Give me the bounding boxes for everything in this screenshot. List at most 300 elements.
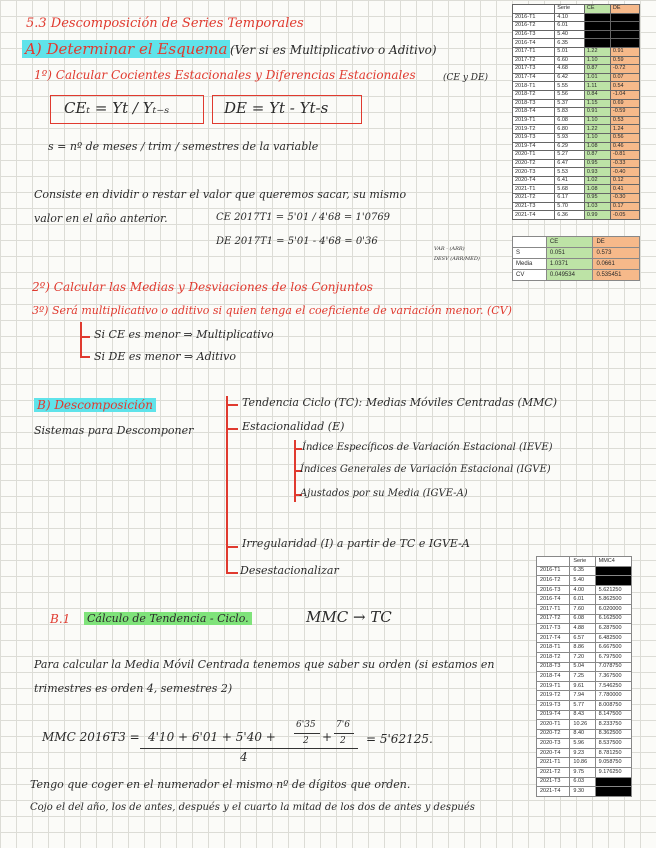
table-cell: 2017-T3 <box>513 65 555 74</box>
table-row <box>513 99 640 108</box>
table-cell: -1.04 <box>610 90 639 99</box>
formula-ce: CEₜ = Yt / Yₜ₋ₛ <box>64 99 170 117</box>
table-cell: 0.95 <box>584 194 610 203</box>
table-cell: 6.36 <box>555 211 585 220</box>
table-cell: 2019-T2 <box>537 691 570 701</box>
table-cell: 5.96 <box>570 739 595 749</box>
table-cell: Serie <box>555 5 585 14</box>
table-row <box>537 758 632 768</box>
table-cell <box>584 22 610 31</box>
table-cell: 7.367500 <box>595 672 631 682</box>
table-cell: 2020-T1 <box>537 720 570 730</box>
systems-label: Sistemas para Descomponer <box>34 424 194 437</box>
table-cell: CE <box>546 237 593 248</box>
table-cell: 2016-T2 <box>537 576 570 586</box>
table-row <box>513 185 640 194</box>
table-row <box>513 73 640 82</box>
table-cell: 2018-T4 <box>537 672 570 682</box>
table-cell: 6.57 <box>570 633 595 643</box>
bracket-tick-1 <box>80 336 90 338</box>
table-cell: 2019-T4 <box>513 142 555 151</box>
table-cell: 6.162500 <box>595 614 631 624</box>
ce-example: CE 2017T1 = 5'01 / 4'68 = 1'0769 <box>216 212 391 223</box>
table-row <box>513 82 640 91</box>
table-cell: 2020-T4 <box>537 748 570 758</box>
table-cell: 2021-T4 <box>537 787 570 797</box>
table-cell: 9.30 <box>570 787 595 797</box>
table-cell: 0.56 <box>610 133 639 142</box>
table-cell: 2017-T1 <box>537 604 570 614</box>
bracket-irreg <box>226 546 238 548</box>
seasonality: Estacionalidad (E) <box>242 420 345 433</box>
table-row <box>513 202 640 211</box>
table-cell: 0.93 <box>584 168 610 177</box>
table-cell: 0.91 <box>610 47 639 56</box>
table-cell: 1.11 <box>584 82 610 91</box>
table-cell: 8.781250 <box>595 748 631 758</box>
table-cell: 5.53 <box>555 168 585 177</box>
table-cell: 0.54 <box>610 82 639 91</box>
mmc-result: = 5'62125. <box>366 732 433 746</box>
b1-heading <box>84 612 252 625</box>
table-cell: 2020-T1 <box>513 151 555 160</box>
table-cell: DE <box>610 5 639 14</box>
table-cell: DE <box>593 237 640 248</box>
table-row <box>537 652 632 662</box>
table-cell: -0.33 <box>610 159 639 168</box>
table-cell: 7.60 <box>570 604 595 614</box>
mmc-tc: MMC → TC <box>306 608 392 626</box>
table-cell: -0.72 <box>610 65 639 74</box>
table-row <box>537 777 632 787</box>
table-cell: 6.80 <box>555 125 585 134</box>
section-b-label: B) Descomposición <box>34 398 156 412</box>
table-cell: 2021-T1 <box>537 758 570 768</box>
igve-label: Índices Generales de Variación Estacional (IGVE) <box>300 464 551 475</box>
table-cell: CV <box>513 270 547 281</box>
formula-de: DE = Yt - Yt-s <box>224 99 329 117</box>
table-cell: 1.08 <box>584 185 610 194</box>
table-row <box>513 194 640 203</box>
bracket-tc <box>226 404 238 406</box>
table-cell <box>513 237 547 248</box>
bracket-estac <box>226 428 238 430</box>
table-cell: 6.17 <box>555 194 585 203</box>
table-row <box>537 643 632 653</box>
table-row <box>513 159 640 168</box>
table-cell <box>595 787 631 797</box>
table-row <box>513 270 640 281</box>
table-cell: 8.362500 <box>595 729 631 739</box>
table-cell: 0.12 <box>610 176 639 185</box>
table-cell: 2017-T1 <box>513 47 555 56</box>
table-cell: 1.10 <box>584 133 610 142</box>
table-cell: 6.29 <box>555 142 585 151</box>
bracket-ieve <box>294 448 302 450</box>
table-cell: 6.287500 <box>595 624 631 634</box>
fraction-2-num: 7'6 <box>336 720 350 730</box>
table-row <box>513 133 640 142</box>
table-cell: 2018-T2 <box>537 652 570 662</box>
table-cell: 0.69 <box>610 99 639 108</box>
table-row <box>537 614 632 624</box>
fraction-2-den: 2 <box>340 736 346 746</box>
table-cell: 6.01 <box>555 22 585 31</box>
fraction-1-bar <box>294 733 320 734</box>
table-cell: 5.40 <box>570 576 595 586</box>
note-line-1: Tengo que coger en el numerador el mismo nº de dígitos que orden. <box>30 778 411 791</box>
table-cell: 7.25 <box>570 672 595 682</box>
table-row <box>513 259 640 270</box>
table-cell: 1.0371 <box>546 259 593 270</box>
table-cell: 4.68 <box>555 65 585 74</box>
table-cell: 5.862500 <box>595 595 631 605</box>
table-header-row <box>513 237 640 248</box>
table-cell: -0.59 <box>610 108 639 117</box>
table-cell: 5.93 <box>555 133 585 142</box>
table-cell: 2016-T3 <box>513 30 555 39</box>
table-cell: S <box>513 248 547 259</box>
table-header-row <box>537 557 632 567</box>
table-cell: 2018-T2 <box>513 90 555 99</box>
table-cell: 2020-T3 <box>537 739 570 749</box>
table-cell <box>584 13 610 22</box>
table-row <box>537 566 632 576</box>
table-row <box>537 691 632 701</box>
plus-sign: + <box>322 730 333 744</box>
table-cell: 8.008750 <box>595 700 631 710</box>
table-cell: 0.87 <box>584 65 610 74</box>
table-cell: 5.27 <box>555 151 585 160</box>
table-cell: 5.04 <box>570 662 595 672</box>
table-cell: 6.08 <box>555 116 585 125</box>
step-3: 3º) Será multiplicativo o aditivo si quien tenga el coeficiente de variación menor. (CV) <box>32 304 512 317</box>
mmc-table <box>536 556 632 797</box>
table-cell: 6.35 <box>555 39 585 48</box>
table-cell: 6.01 <box>570 595 595 605</box>
table-cell: 6.60 <box>555 56 585 65</box>
table-cell: 0.07 <box>610 73 639 82</box>
table-cell: 6.41 <box>555 176 585 185</box>
table-cell: 9.176250 <box>595 768 631 778</box>
page-title: 5.3 Descomposición de Series Temporales <box>26 16 304 31</box>
table-cell: 2019-T2 <box>513 125 555 134</box>
table-cell: 8.43 <box>570 710 595 720</box>
table-cell: 2021-T2 <box>537 768 570 778</box>
fraction-1-num: 6'35 <box>296 720 316 730</box>
table-cell: 6.797500 <box>595 652 631 662</box>
table-row <box>513 116 640 125</box>
step-1: 1º) Calcular Cocientes Estacionales y Diferencias Estacionales <box>34 68 416 82</box>
table-row <box>537 681 632 691</box>
table-cell: 6.08 <box>570 614 595 624</box>
table-cell: 0.535451 <box>593 270 640 281</box>
table-cell: 0.573 <box>593 248 640 259</box>
table-cell: 2019-T3 <box>513 133 555 142</box>
table-row <box>537 768 632 778</box>
table-row <box>513 168 640 177</box>
explanation-line-2: valor en el año anterior. <box>34 212 168 225</box>
table-cell <box>537 557 570 567</box>
table-cell: 2020-T4 <box>513 176 555 185</box>
table-cell: 1.10 <box>584 116 610 125</box>
table-cell: 2016-T4 <box>537 595 570 605</box>
table-cell <box>610 30 639 39</box>
table-cell: 8.86 <box>570 643 595 653</box>
table-cell <box>513 5 555 14</box>
table-cell: 10.26 <box>570 720 595 730</box>
table-row <box>537 672 632 682</box>
table-cell: 5.40 <box>555 30 585 39</box>
table-row <box>537 700 632 710</box>
table-row <box>537 662 632 672</box>
table-cell: 4.00 <box>570 585 595 595</box>
table-row <box>513 142 640 151</box>
table-cell: 2017-T4 <box>537 633 570 643</box>
table-cell: 2017-T3 <box>537 624 570 634</box>
table-cell: 2016-T1 <box>537 566 570 576</box>
table-cell: -0.05 <box>610 211 639 220</box>
table-row <box>513 56 640 65</box>
table-cell <box>584 39 610 48</box>
table-cell: 2018-T3 <box>513 99 555 108</box>
table-cell: 0.0661 <box>593 259 640 270</box>
table-row <box>537 585 632 595</box>
table-cell: 2016-T1 <box>513 13 555 22</box>
table-row <box>537 624 632 634</box>
table-cell <box>595 566 631 576</box>
table-cell: 9.058750 <box>595 758 631 768</box>
table-row <box>513 125 640 134</box>
table-cell: 2016-T4 <box>513 39 555 48</box>
table-row <box>537 720 632 730</box>
ieve-label: Índice Específicos de Variación Estacional (IEVE) <box>302 442 553 453</box>
stats-table <box>512 236 640 281</box>
bracket-rules <box>80 322 82 358</box>
table-cell: 1.08 <box>584 142 610 151</box>
table-cell: 0.95 <box>584 159 610 168</box>
table-cell: 0.59 <box>610 56 639 65</box>
table-cell: 2019-T1 <box>537 681 570 691</box>
table-cell: 4.88 <box>570 624 595 634</box>
table-cell: Serie <box>570 557 595 567</box>
table-cell: 2021-T3 <box>537 777 570 787</box>
var-note-1: VAR - (ARR) <box>434 246 465 252</box>
table-cell: 1.15 <box>584 99 610 108</box>
table-cell: 5.70 <box>555 202 585 211</box>
table-row <box>513 248 640 259</box>
bracket-desest <box>226 572 238 574</box>
table-cell: 1.02 <box>584 176 610 185</box>
table-cell: 1.24 <box>610 125 639 134</box>
table-cell: Media <box>513 259 547 270</box>
b1-title: Cálculo de Tendencia - Ciclo. <box>84 612 252 625</box>
table-cell: 2021-T4 <box>513 211 555 220</box>
table-cell: 2017-T2 <box>537 614 570 624</box>
table-cell <box>610 39 639 48</box>
table-cell: 1.01 <box>584 73 610 82</box>
table-cell: 2018-T1 <box>537 643 570 653</box>
b1-number: B.1 <box>50 612 71 626</box>
table-cell: 9.75 <box>570 768 595 778</box>
table-cell: 0.91 <box>584 108 610 117</box>
mmc-fraction-bar <box>140 748 358 749</box>
table-cell: 1.22 <box>584 125 610 134</box>
mmc-denominator: 4 <box>240 750 248 764</box>
table-row <box>513 65 640 74</box>
table-cell: 2016-T2 <box>513 22 555 31</box>
table-row <box>537 748 632 758</box>
section-b-heading <box>34 398 156 412</box>
table-cell: 6.020000 <box>595 604 631 614</box>
table-header-row <box>513 5 640 14</box>
step-1-small: (CE y DE) <box>443 73 489 83</box>
table-cell: 0.41 <box>610 185 639 194</box>
explanation-line-1: Consiste en dividir o restar el valor que queremos sacar, su mismo <box>34 188 407 201</box>
table-row <box>513 176 640 185</box>
table-cell: -0.40 <box>610 168 639 177</box>
table-cell: 0.46 <box>610 142 639 151</box>
table-cell: MMC4 <box>595 557 631 567</box>
table-cell: 2017-T4 <box>513 73 555 82</box>
table-cell: 1.03 <box>584 202 610 211</box>
table-row <box>537 787 632 797</box>
table-cell: 9.23 <box>570 748 595 758</box>
fraction-2-bar <box>334 733 354 734</box>
table-cell: 8.147500 <box>595 710 631 720</box>
trend-cycle: Tendencia Ciclo (TC): Medias Móviles Centradas (MMC) <box>242 396 558 409</box>
table-cell: 5.77 <box>570 700 595 710</box>
table-cell: 5.83 <box>555 108 585 117</box>
table-cell: 2020-T2 <box>513 159 555 168</box>
table-cell: 7.078750 <box>595 662 631 672</box>
table-cell: 5.68 <box>555 185 585 194</box>
table-cell <box>584 30 610 39</box>
table-cell: 2021-T3 <box>513 202 555 211</box>
table-row <box>513 211 640 220</box>
table-cell: 4.10 <box>555 13 585 22</box>
table-cell: 0.99 <box>584 211 610 220</box>
fraction-1-den: 2 <box>303 736 309 746</box>
s-definition: s = nº de meses / trim / semestres de la variable <box>48 140 319 153</box>
table-cell: 0.53 <box>610 116 639 125</box>
table-row <box>513 90 640 99</box>
irregularity: Irregularidad (I) a partir de TC e IGVE-A <box>242 537 470 550</box>
table-cell <box>610 13 639 22</box>
table-cell: 7.94 <box>570 691 595 701</box>
table-cell: 7.20 <box>570 652 595 662</box>
paragraph-line-2: trimestres es orden 4, semestres 2) <box>34 682 233 695</box>
table-cell: 6.03 <box>570 777 595 787</box>
table-row <box>513 39 640 48</box>
rule-multiplicative: Si CE es menor ⇒ Multiplicativo <box>94 328 274 341</box>
bracket-tick-2 <box>80 356 90 358</box>
table-cell: 0.051 <box>546 248 593 259</box>
note-line-2: Cojo el del año, los de antes, después y el cuarto la mitad de los dos de antes y después <box>30 802 475 813</box>
table-row <box>537 633 632 643</box>
table-cell: 8.40 <box>570 729 595 739</box>
table-cell: 2019-T3 <box>537 700 570 710</box>
ce-de-table <box>512 4 640 220</box>
section-a-note: (Ver si es Multiplicativo o Aditivo) <box>230 43 437 57</box>
table-cell: -0.30 <box>610 194 639 203</box>
table-cell: -0.81 <box>610 151 639 160</box>
table-cell: 0.17 <box>610 202 639 211</box>
table-cell: 2016-T3 <box>537 585 570 595</box>
table-cell: 9.61 <box>570 681 595 691</box>
table-cell: 7.546250 <box>595 681 631 691</box>
table-cell: 7.780000 <box>595 691 631 701</box>
igvea-label: Ajustados por su Media (IGVE-A) <box>300 488 468 499</box>
table-row <box>513 151 640 160</box>
table-row <box>537 710 632 720</box>
table-row <box>537 729 632 739</box>
table-cell: 8.537500 <box>595 739 631 749</box>
table-row <box>513 30 640 39</box>
table-cell: 2018-T3 <box>537 662 570 672</box>
table-cell: 6.47 <box>555 159 585 168</box>
table-row <box>513 47 640 56</box>
table-cell <box>595 576 631 586</box>
table-row <box>537 576 632 586</box>
table-cell: 2017-T2 <box>513 56 555 65</box>
table-cell: 1.10 <box>584 56 610 65</box>
table-cell: 6.667500 <box>595 643 631 653</box>
table-row <box>537 739 632 749</box>
table-cell: 2019-T1 <box>513 116 555 125</box>
table-row <box>537 604 632 614</box>
table-cell: 5.01 <box>555 47 585 56</box>
table-row <box>513 13 640 22</box>
table-cell: 5.55 <box>555 82 585 91</box>
table-cell: 0.87 <box>584 151 610 160</box>
table-cell: 0.84 <box>584 90 610 99</box>
table-cell: 6.482500 <box>595 633 631 643</box>
deseasonalize: Desestacionalizar <box>240 564 339 577</box>
table-cell: 2018-T4 <box>513 108 555 117</box>
rule-additive: Si DE es menor ⇒ Aditivo <box>94 350 236 363</box>
var-note-2: DESV (ARR/MED) <box>434 256 480 262</box>
table-cell: 1.22 <box>584 47 610 56</box>
table-cell: 2021-T1 <box>513 185 555 194</box>
table-cell: 6.42 <box>555 73 585 82</box>
table-cell: 2020-T3 <box>513 168 555 177</box>
table-row <box>513 22 640 31</box>
de-example: DE 2017T1 = 5'01 - 4'68 = 0'36 <box>216 236 378 247</box>
section-a-heading <box>22 40 230 58</box>
table-cell: 2018-T1 <box>513 82 555 91</box>
table-cell <box>595 777 631 787</box>
table-cell: 5.37 <box>555 99 585 108</box>
table-cell: 5.56 <box>555 90 585 99</box>
table-cell <box>610 22 639 31</box>
table-cell: 2020-T2 <box>537 729 570 739</box>
table-cell: 6.35 <box>570 566 595 576</box>
section-a-label: A) Determinar el Esquema <box>22 40 230 58</box>
table-cell: 5.621250 <box>595 585 631 595</box>
paragraph-line-1: Para calcular la Media Móvil Centrada tenemos que saber su orden (si estamos en <box>34 658 495 671</box>
table-cell: CE <box>584 5 610 14</box>
step-2: 2º) Calcular las Medias y Desviaciones de los Conjuntos <box>32 280 373 294</box>
table-cell: 8.233750 <box>595 720 631 730</box>
table-cell: 2019-T4 <box>537 710 570 720</box>
table-cell: 10.86 <box>570 758 595 768</box>
table-row <box>513 108 640 117</box>
mmc-lhs: MMC 2016T3 = <box>42 730 140 744</box>
table-cell: 2021-T2 <box>513 194 555 203</box>
table-cell: 0.049534 <box>546 270 593 281</box>
mmc-numerator: 4'10 + 6'01 + 5'40 + <box>148 730 276 744</box>
